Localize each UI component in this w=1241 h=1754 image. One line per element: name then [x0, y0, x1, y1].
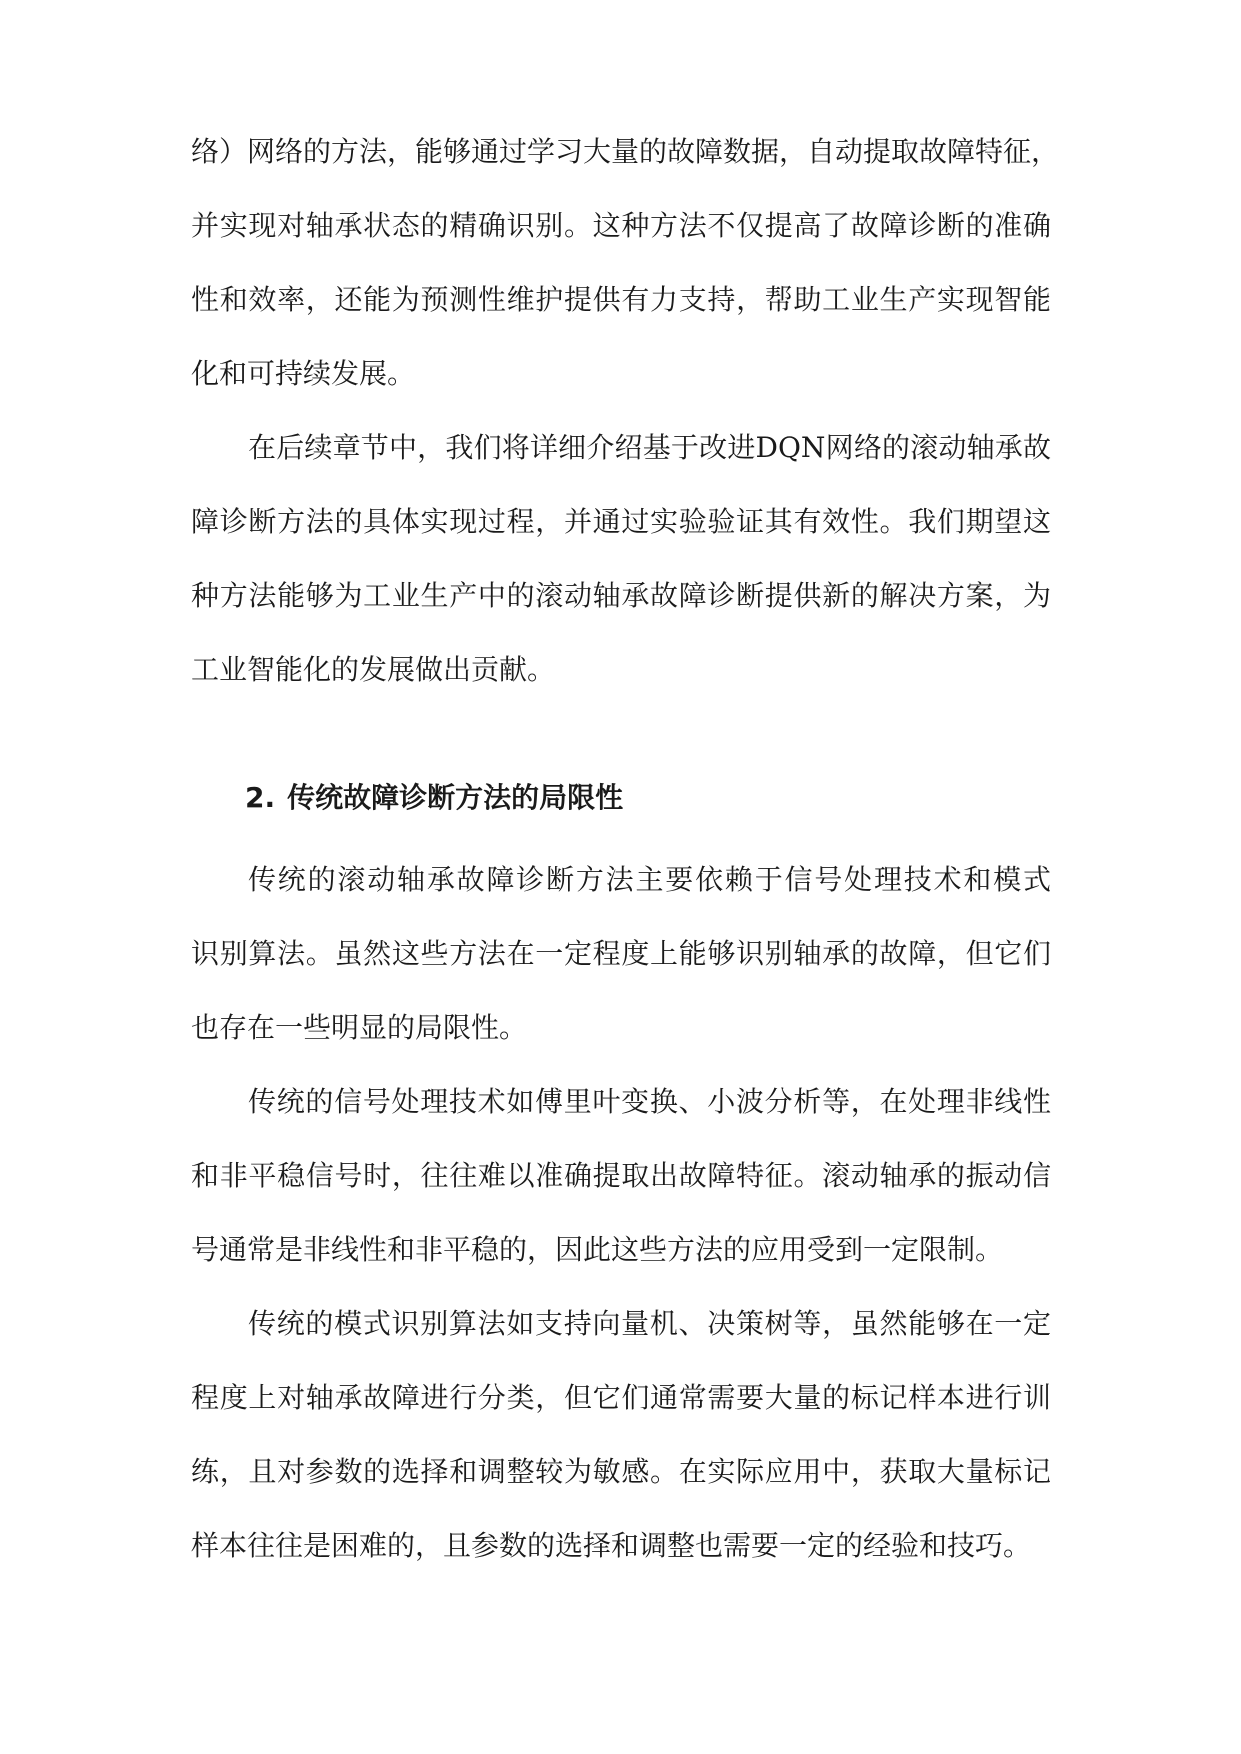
section-heading: [245, 770, 623, 826]
paragraph-line: 样本往往是困难的，且参数的选择和调整也需要一定的经验和技巧。: [191, 1529, 1032, 1562]
section-number: 2.: [245, 781, 276, 814]
paragraph-line: 和非平稳信号时，往往难以准确提取出故障特征。滚动轴承的振动信: [191, 1159, 1051, 1192]
paragraph-line: 识别算法。虽然这些方法在一定程度上能够识别轴承的故障，但它们: [191, 937, 1051, 970]
section-title: 传统故障诊断方法的局限性: [287, 781, 624, 814]
paragraph-line: 在后续章节中，我们将详细介绍基于改进DQN网络的滚动轴承故: [248, 431, 1051, 464]
paragraph-line: 程度上对轴承故障进行分类，但它们通常需要大量的标记样本进行训: [191, 1381, 1051, 1414]
paragraph-line: 传统的模式识别算法如支持向量机、决策树等，虽然能够在一定: [248, 1307, 1051, 1340]
paragraph-line: 传统的滚动轴承故障诊断方法主要依赖于信号处理技术和模式: [248, 863, 1051, 896]
paragraph-line: 性和效率，还能为预测性维护提供有力支持，帮助工业生产实现智能: [191, 283, 1051, 316]
paragraph-line: 也存在一些明显的局限性。: [191, 1011, 528, 1044]
paragraph-line: 练，且对参数的选择和调整较为敏感。在实际应用中，获取大量标记: [191, 1455, 1051, 1488]
paragraph-line: 并实现对轴承状态的精确识别。这种方法不仅提高了故障诊断的准确: [191, 209, 1051, 242]
paragraph-line: 化和可持续发展。: [191, 357, 416, 390]
paragraph-line: 传统的信号处理技术如傅里叶变换、小波分析等，在处理非线性: [248, 1085, 1051, 1118]
paragraph-line: 号通常是非线性和非平稳的，因此这些方法的应用受到一定限制。: [191, 1233, 1004, 1266]
paragraph-line: 种方法能够为工业生产中的滚动轴承故障诊断提供新的解决方案，为: [191, 579, 1051, 612]
paragraph-line: 络）网络的方法，能够通过学习大量的故障数据，自动提取故障特征，: [191, 135, 1060, 168]
paragraph-line: 工业智能化的发展做出贡献。: [191, 653, 556, 686]
paragraph-line: 障诊断方法的具体实现过程，并通过实验验证其有效性。我们期望这: [191, 505, 1051, 538]
